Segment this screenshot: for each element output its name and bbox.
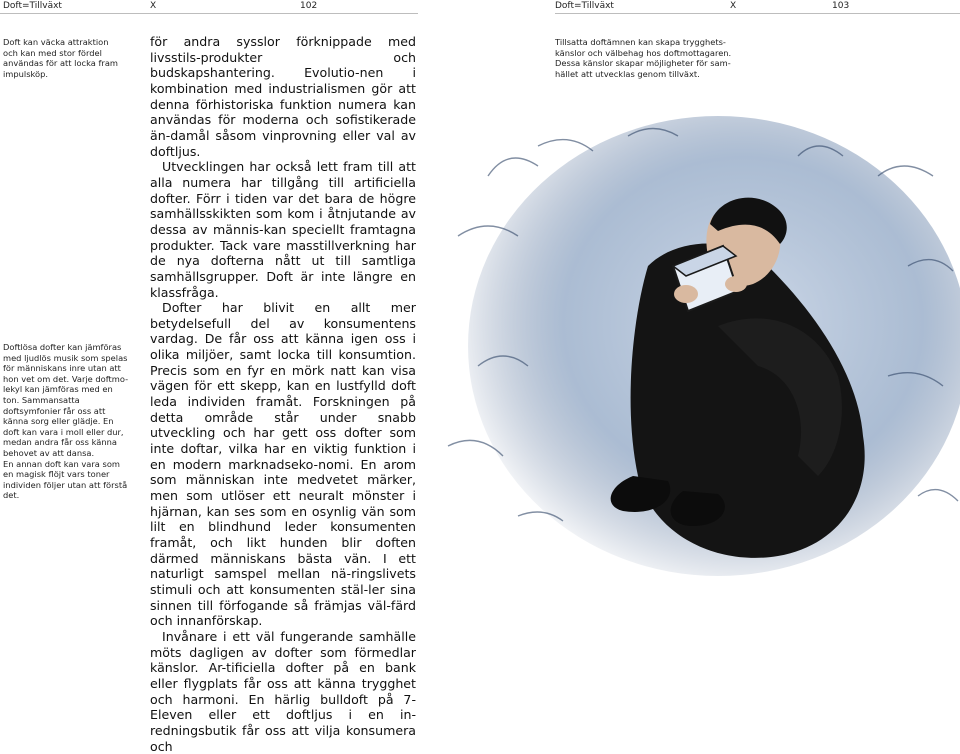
figure-hand xyxy=(725,276,747,292)
header-right-title: Doft=Tillväxt xyxy=(555,1,614,11)
margin-note-bottom xyxy=(3,342,130,501)
header-right-rule xyxy=(555,13,960,14)
header-right-page-number: 103 xyxy=(832,1,850,11)
body-paragraph: Dofter har blivit en allt mer betydelsefull del av konsumentens vardag. De får oss att känna igen oss i olika miljöer, samt locka till konsumtion. Precis som en fyr en mörk natt kan visa vägen för ett skepp, kan en lustfylld doft leda individen framåt. Forskningen på detta område står under snabb utveckling och har gett oss dofter som inte doftar, vilka har en viktig funktion i en modern marknadseko-nomi. En arom som människan inte medvetet märker, men som utlöser ett neuralt mönster i hjärnan, kan ses som en osynlig vän som lilt en blindhund leder konsumenten framåt, och likt hunden blir doften därmed människans bästa vän. I ett naturligt samspel mellan nä-ringslivets stimuli och att konsumenten stäl-ler sina sinnen till förfogande så främjas väl-färd och innanförskap. xyxy=(150,300,416,629)
margin-note-top xyxy=(3,37,125,79)
body-paragraph: Invånare i ett väl fungerande samhälle möts dagligen av dofter som förmedlar känslor. Ar-tificiella dofter på en bank eller flygplats får oss att känna trygghet och harmoni. En härlig bulldoft på 7-Eleven eller ett doftljus i en in-redningsbutik får oss att vilja konsumera och xyxy=(150,628,416,754)
header-right-mark: X xyxy=(730,1,737,11)
header-left-mark: X xyxy=(150,1,157,11)
body-text-column xyxy=(150,34,416,754)
margin-note-paragraph: En annan doft kan vara som en magisk flöjt vars toner individen följer utan att förstå det. xyxy=(3,458,128,501)
body-paragraph: för andra sysslor förknippade med livsstils-produkter och budskapshantering. Evolutio-nen i kombination med industrialismen gör att denna förhistoriska funktion numera kan användas för moderna och sofistikerade än-damål såsom vinprovning eller val av doftljus. xyxy=(150,34,416,159)
margin-note-paragraph: Doftlösa dofter kan jämföras med ljudlös musik som spelas för människans inre utan att hon vet om det. Varje doftmo-lekyl kan jämföras med en ton. Sammansatta doftsymfonier får oss att känna sorg eller glädje. En doft kan vara i moll eller dur, medan andra får oss känna behovet av att dansa. xyxy=(3,342,129,458)
illustration-man-hugging-box xyxy=(418,116,960,614)
header-left-title: Doft=Tillväxt xyxy=(3,1,62,11)
margin-note-right-text: Tillsatta doftämnen kan skapa trygghets-känslor och välbehag hos doftmottagaren. Dessa känslor skapar möjligheter för sam-hället att utvecklas genom tillväxt. xyxy=(555,37,732,79)
header-left-rule xyxy=(0,13,418,14)
body-paragraph: Utvecklingen har också lett fram till att alla numera har tillgång till artificiella dofter. Förr i tiden var det bara de högre samhällsskikten som kom i åtnjutande av dessa av männis-kan speciellt framtagna produkter. Tack vare masstillverkning har de nya dofterna nått ut till samtliga samhällsgrupper. Doft är inte längre en klassfråga. xyxy=(150,159,416,300)
margin-note-right xyxy=(555,37,740,79)
margin-note-top-text: Doft kan väcka attraktion och kan med stor fördel användas för att locka fram impulsköp. xyxy=(3,37,119,79)
figure-hand xyxy=(674,285,698,303)
header-left-page-number: 102 xyxy=(300,1,318,11)
